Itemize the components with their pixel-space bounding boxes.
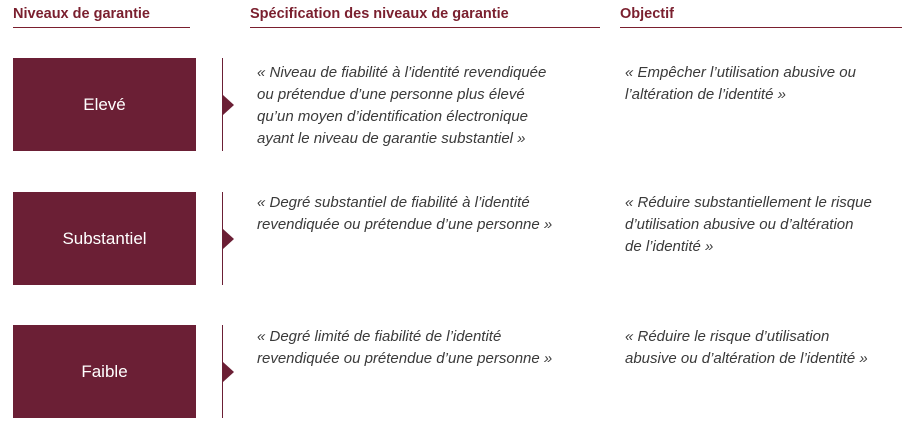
spec-line: ayant le niveau de garantie substantiel » (257, 130, 526, 147)
objective-line: « Réduire le risque d’utilisation (625, 328, 830, 345)
spec-text-substantiel (257, 192, 612, 236)
header-objective-rule (620, 27, 902, 28)
arrow-right-icon (223, 362, 234, 382)
level-box-eleve (13, 58, 196, 151)
spec-line: qu’un moyen d’identification électronique (257, 108, 529, 125)
objective-line: de l’identité » (625, 238, 714, 255)
objective-line: abusive ou d’altération de l’identité » (625, 350, 868, 367)
spec-line: « Degré limité de fiabilité de l’identité (257, 328, 502, 345)
arrow-right-icon (223, 95, 234, 115)
header-objective: Objectif (620, 6, 674, 22)
level-label: Faible (81, 361, 128, 381)
spec-line: revendiquée ou prétendue d’une personne » (257, 350, 553, 367)
header-spec: Spécification des niveaux de garantie (250, 6, 509, 22)
level-box-faible (13, 325, 196, 418)
objective-text-eleve (625, 62, 915, 106)
objective-line: d’utilisation abusive ou d’altération (625, 216, 854, 233)
spec-text-faible (257, 326, 612, 370)
level-box-substantiel (13, 192, 196, 285)
spec-text-eleve (257, 62, 612, 150)
objective-line: l’altération de l’identité » (625, 86, 786, 103)
spec-line: revendiquée ou prétendue d’une personne » (257, 216, 553, 233)
header-spec-rule (250, 27, 600, 28)
header-levels-rule (13, 27, 190, 28)
level-label: Elevé (83, 94, 126, 114)
spec-line: « Degré substantiel de fiabilité à l’identité (257, 194, 530, 211)
level-label: Substantiel (62, 228, 147, 248)
spec-line: ou prétendue d’une personne plus élevé (257, 86, 525, 103)
spec-line: « Niveau de fiabilité à l’identité revendiquée (257, 64, 547, 81)
objective-text-faible (625, 326, 915, 370)
objective-text-substantiel (625, 192, 915, 258)
objective-line: « Réduire substantiellement le risque (625, 194, 872, 211)
header-levels: Niveaux de garantie (13, 6, 150, 22)
objective-line: « Empêcher l’utilisation abusive ou (625, 64, 856, 81)
arrow-right-icon (223, 229, 234, 249)
